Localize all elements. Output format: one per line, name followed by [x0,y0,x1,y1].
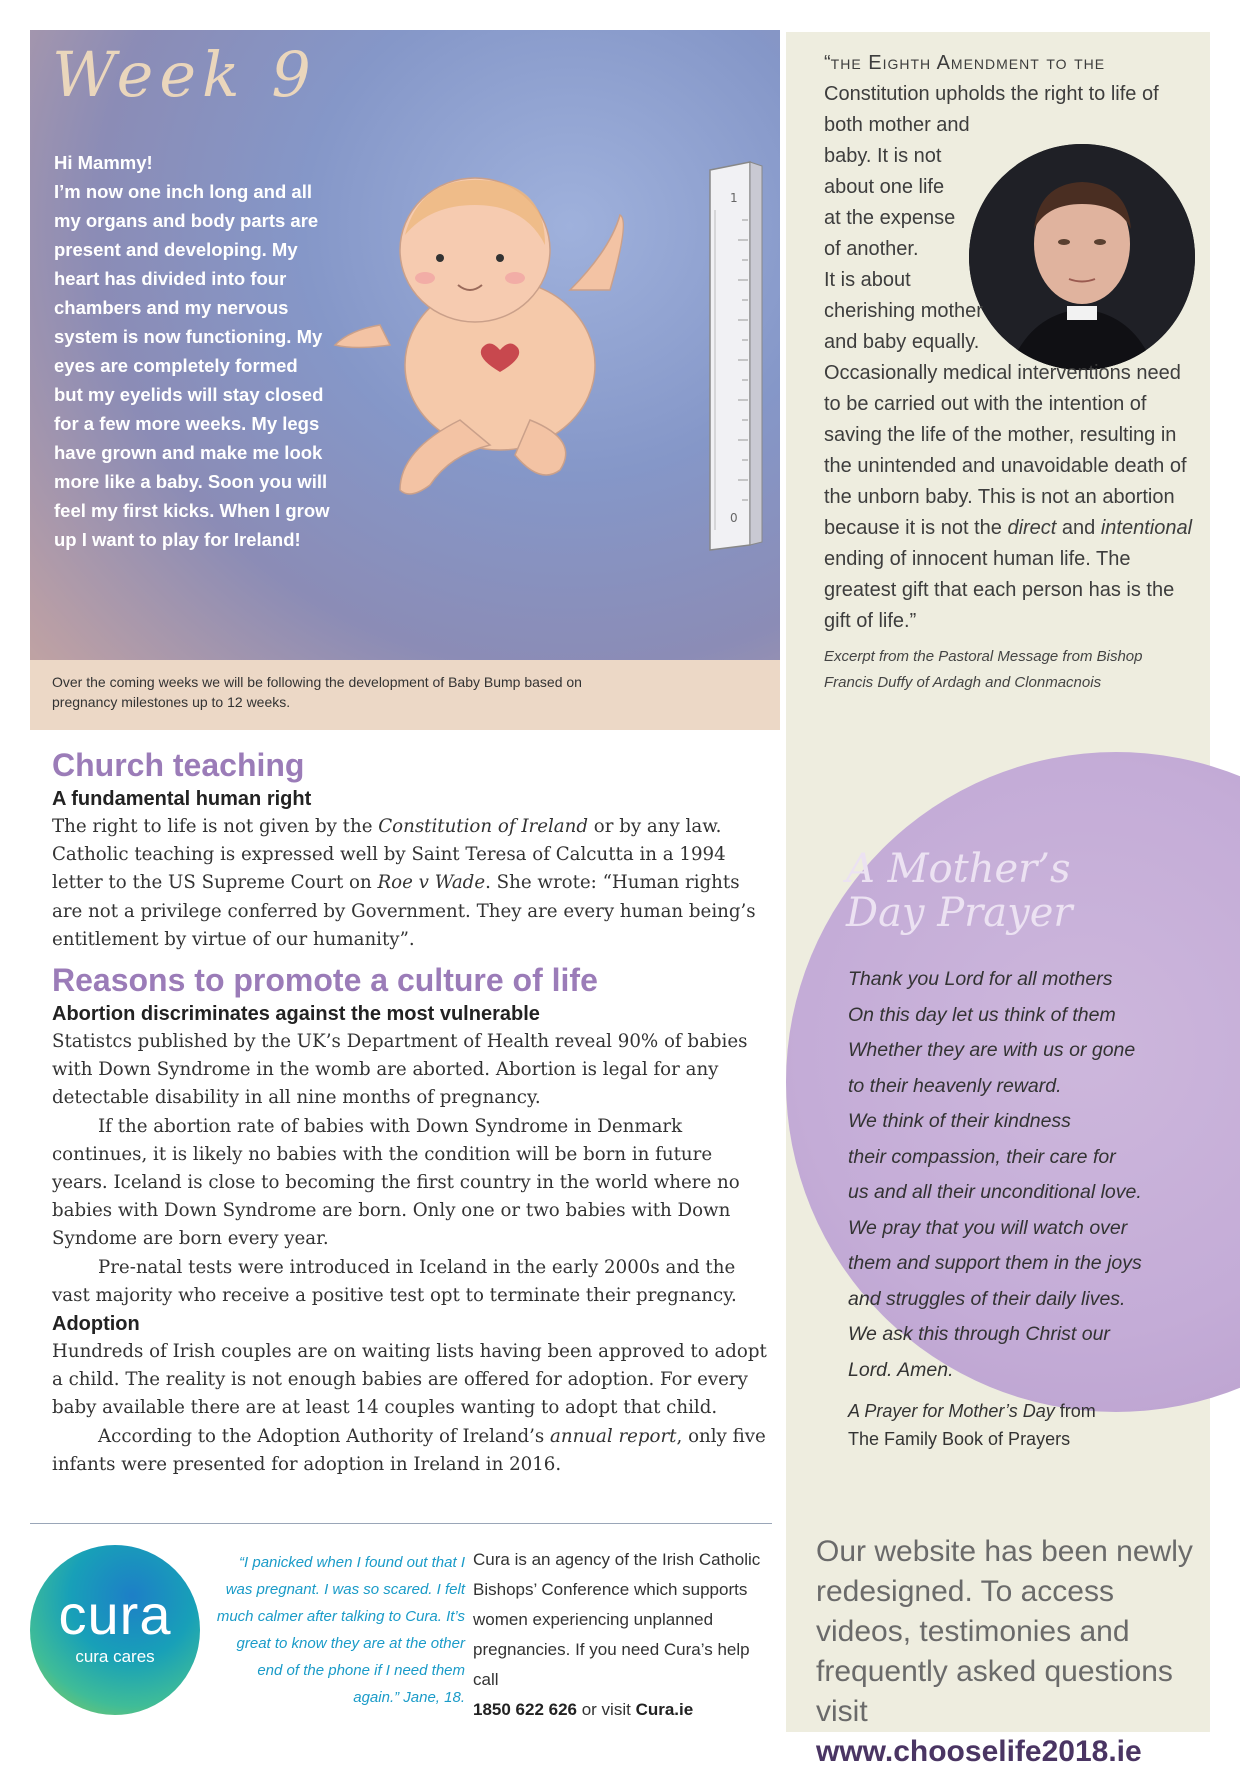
prayer-source-book: The Family Book of Prayers [848,1429,1071,1449]
cura-or-visit: or visit [577,1700,636,1719]
cura-info-text: Cura is an agency of the Irish Catholic Bishops’ Conference which supports women experiencing unplanned pregnancies. If you need Cura’s help call [473,1550,761,1689]
quote-line: of another. [824,238,919,260]
right-column [786,32,1210,1768]
week-title: Week 9 [52,38,317,111]
prayer-source-from: from [1054,1401,1096,1421]
baby-greeting: Hi Mammy! [54,152,153,173]
subheading-discrimination: Abortion discriminates against the most vulnerable [52,1003,540,1026]
prayer-title-line: Day Prayer [846,890,1073,936]
caption-bar [30,660,780,730]
cura-logo [30,1545,200,1715]
quote-intentional: intentional [1100,517,1193,539]
quote-line: It is about [824,269,911,291]
quote-line: at the expense [824,207,956,229]
quote-smallcaps: the Eighth Amendment to the [830,52,1106,74]
prayer-line: Lord. Amen. [848,1358,954,1381]
paragraph-right-to-life [52,813,772,954]
quote-and: and [1056,517,1101,539]
paragraph-statistics: Statistcs published by the UK’s Department of Health reveal 90% of babies with Down Syndrome in the womb are aborted. Abortion is legal for any detectable disability in all nine months of pregnancy. [52,1031,748,1109]
prayer-title-line: A Mother’s [846,846,1071,892]
prayer-line: their compassion, their care for [848,1145,1116,1168]
website-promo [816,1532,1196,1772]
prayer-line: to their heavenly reward. [848,1074,1062,1097]
quote-body-b: ending of innocent human life. The greatest gift that each person has is the gift of life.” [824,548,1175,632]
paragraph-prenatal-tests: Pre-natal tests were introduced in Iceland in the early 2000s and the vast majority who receive a positive test opt to terminate their pregnancy. [52,1256,737,1306]
quote-attribution: Excerpt from the Pastoral Message from Bishop Francis Duffy of Ardagh and Clonmacnois [824,648,1143,691]
prayer-line: We pray that you will watch over [848,1216,1128,1239]
cura-logo-tagline: cura cares [75,1647,155,1666]
quote-line: and baby equally. [824,331,980,353]
quote-direct: direct [1007,517,1057,539]
p1-text-a: The right to life is not given by the [52,816,379,837]
prayer-line: us and all their unconditional love. [848,1181,1142,1203]
cura-info [473,1545,778,1725]
quote-line: about one life [824,176,945,198]
prayer-line: and struggles of their daily lives. [848,1287,1126,1310]
prayer-line: Whether they are with us or gone [848,1039,1136,1061]
quote-opening [824,52,1105,74]
prayer-line: them and support them in the joys [848,1252,1142,1274]
paragraph-adoption-report [52,1423,772,1479]
baby-message [54,148,330,554]
cura-phone[interactable]: 1850 622 626 [473,1700,577,1719]
p1-roe-v-wade: Roe v Wade [377,872,486,894]
caption-text: Over the coming weeks we will be following the development of Baby Bump based on pregnancy milestones up to 12 weeks. [52,674,582,710]
baby-illustration [310,150,780,630]
subheading-human-right: A fundamental human right [52,788,312,810]
paragraph-denmark-iceland: If the abortion rate of babies with Down Syndrome in Denmark continues, it is likely no babies with the condition will be born in future years. Iceland is close to becoming the first country in the world where no babies with Down Syndrome are born. Only one or two babies with Down Syndome are born every year. [52,1115,740,1250]
article [52,745,772,1479]
ruler-top-label: 1 [730,191,738,205]
footer-divider [30,1523,772,1524]
cura-logo-word: cura [58,1583,172,1646]
baby-message-body: I’m now one inch long and all my organs and body parts are present and developing. My heart has divided into four chambers and my nervous system is now functioning. My eyes are completely formed but my eyelids will stay closed for a few more weeks. My legs have grown and make me look more like a baby. Soon you will feel my first kicks. When I grow up I want to play for Ireland! [54,181,330,550]
prayer-line: We think of their kindness [848,1110,1071,1132]
prayer-line: We ask this through Christ our [848,1323,1110,1345]
prayer-text [848,962,1188,1388]
prayer-source [848,1397,1188,1453]
website-promo-text: Our website has been newly redesigned. To access videos, testimonies and frequently asked questions visit [816,1535,1193,1728]
heading-church-teaching: Church teaching [52,747,305,783]
paragraph-adoption: Hundreds of Irish couples are on waiting lists having been approved to adopt a child. The reality is not enough babies are offered for adoption. For every baby available there are at least 14 couples wanting to adopt that child. [52,1341,767,1419]
heading-culture-of-life: Reasons to promote a culture of life [52,962,598,999]
quote-body-a: Occasionally medical interventions need to be carried out with the intention of saving the life of the mother, resulting in the unintended and unavoidable death of the unborn baby. This is not an abortion because it is not the [824,362,1187,539]
p1-text-b: or by any law. Catholic teaching is expressed well by Saint Teresa of Calcutta in a 1994 letter to the US Supreme Court on [52,816,726,894]
cura-site-link[interactable]: Cura.ie [635,1700,694,1719]
subheading-adoption: Adoption [52,1313,140,1336]
quote-line: Constitution upholds the right to life of [824,83,1159,105]
p6-annual-report: annual report [550,1425,677,1447]
cura-testimonial: “I panicked when I found out that I was pregnant. I was so scared. I felt much calmer after talking to Cura. It’s great to know they are at the other end of the phone if I need them again.” Jane, 18. [216,1554,465,1706]
p1-constitution: Constitution of Ireland [378,816,589,837]
baby-figure [335,178,623,494]
quote-mark: “ [824,52,831,74]
quote-line: baby. It is not [824,145,942,167]
prayer-line: On this day let us think of them [848,1003,1116,1026]
website-link[interactable]: www.chooselife2018.ie [816,1735,1142,1768]
quote-body [824,362,1192,632]
ruler-graphic [710,162,762,550]
bishop-quote [824,48,1194,637]
quote-line: cherishing mother [824,300,983,322]
p6-text-b: , only five infants were presented for adoption in Ireland in 2016. [52,1425,766,1475]
p6-text-a: According to the Adoption Authority of Ireland’s [98,1425,551,1447]
prayer-source-title: A Prayer for Mother’s Day [848,1401,1055,1421]
quote-line: both mother and [824,114,970,136]
ruler-bottom-label: 0 [730,511,738,525]
week-9-panel [30,30,780,730]
prayer-title [846,847,1176,935]
prayer-line: Thank you Lord for all mothers [848,968,1113,990]
p1-text-c: . She wrote: “Human rights are not a privilege conferred by Government. They are every human being’s entitlement by virtue of our humanity”. [52,872,756,950]
